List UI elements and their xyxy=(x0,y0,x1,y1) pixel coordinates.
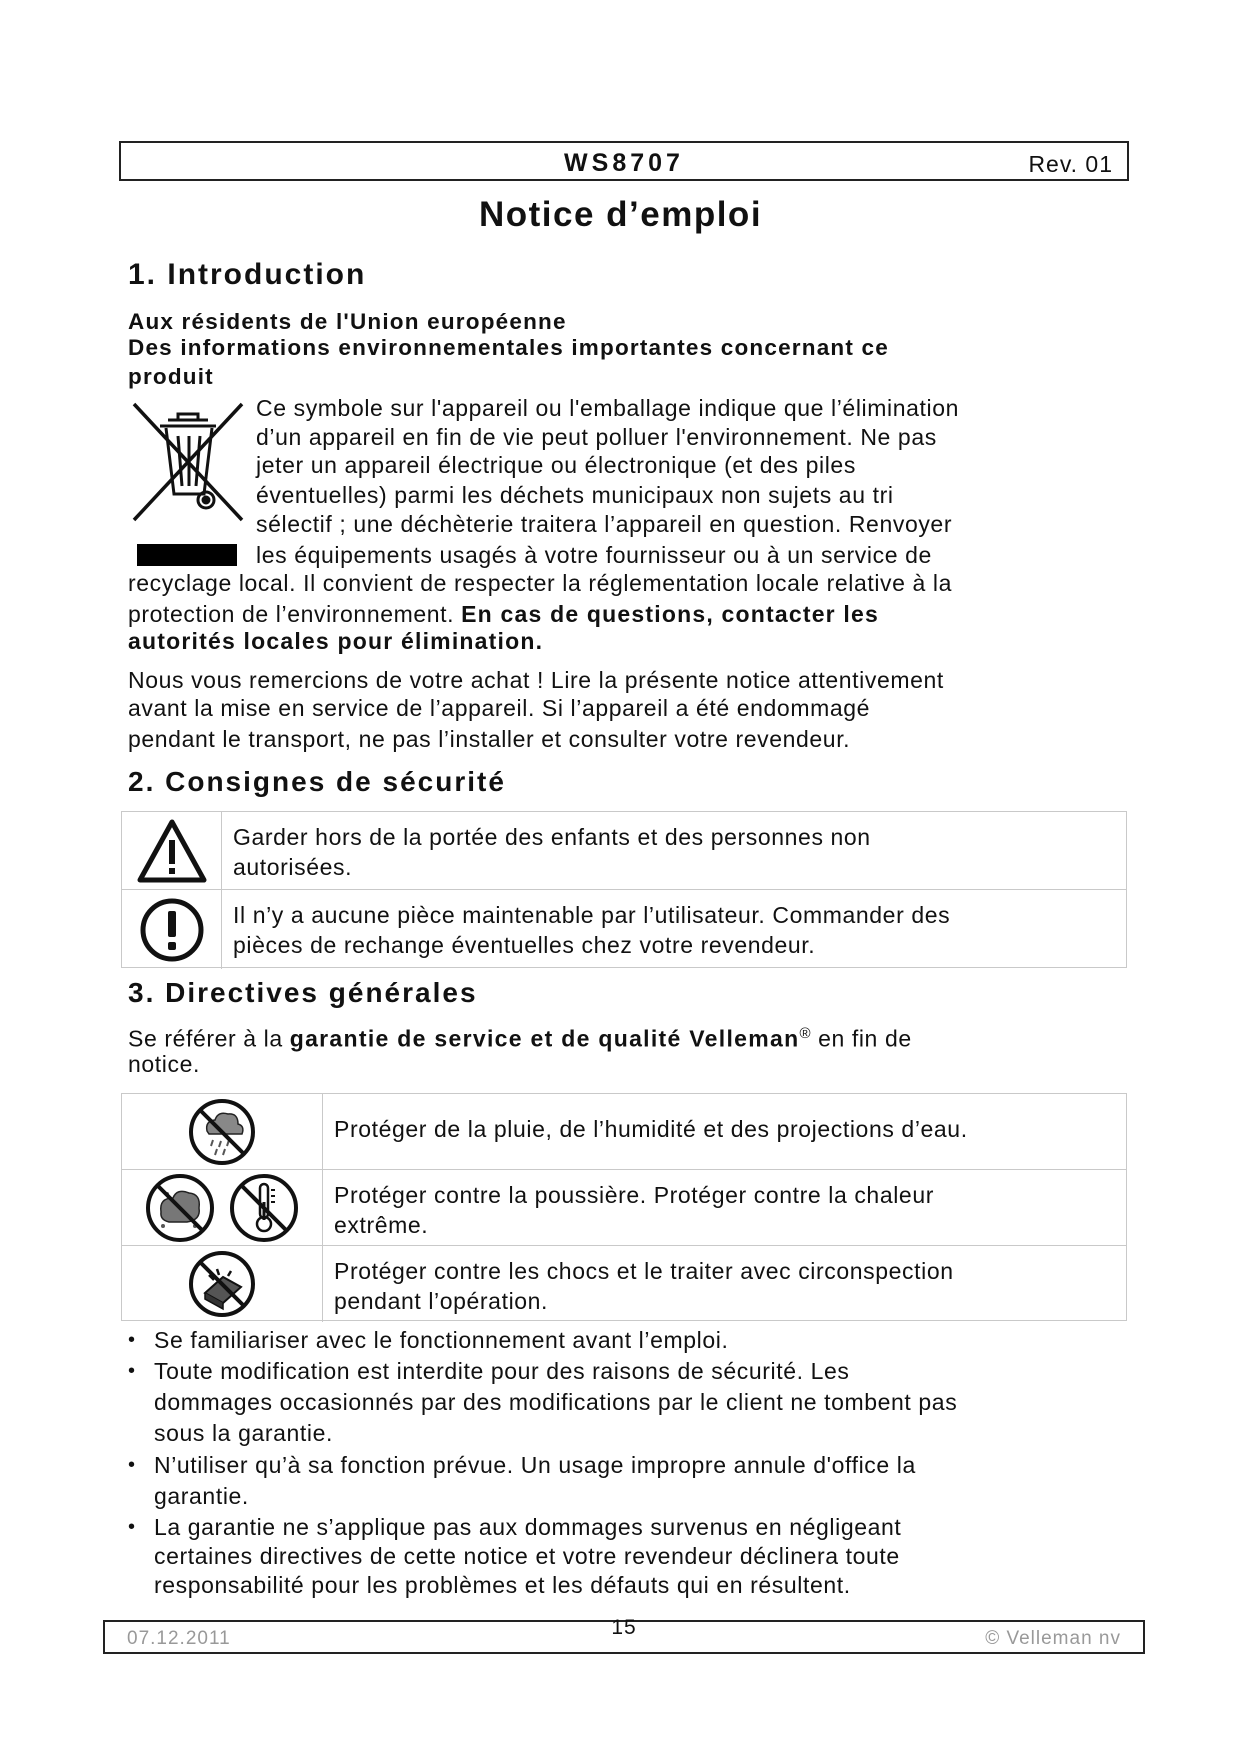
bullet-dot-icon: • xyxy=(128,1329,136,1351)
directives-table xyxy=(121,1093,1127,1321)
bullet-line3: sous la garantie. xyxy=(154,1420,333,1446)
protection-normal: protection de l’environnement. xyxy=(128,601,462,627)
section-heading-safety: 2. Consignes de sécurité xyxy=(128,766,506,797)
bullet-line2: dommages occasionnés par des modifications par le client ne tombent pas xyxy=(154,1389,958,1415)
warranty-reference xyxy=(128,1020,912,1053)
safety-text xyxy=(221,812,1126,889)
directive-text xyxy=(322,1094,1126,1169)
caution-circle-icon xyxy=(122,890,222,969)
directive-text-line1: Protéger contre les chocs et le traiter avec circonspection xyxy=(334,1258,954,1284)
safety-table xyxy=(121,811,1127,968)
bullet-line3: responsabilité pour les problèmes et les défauts qui en résultent. xyxy=(154,1572,851,1598)
recycle-text: recyclage local. Il convient de respecter la réglementation locale relative à la xyxy=(128,570,953,596)
safety-row xyxy=(122,890,1126,969)
section-heading-introduction: 1. Introduction xyxy=(128,258,367,291)
eu-residents-heading: Aux résidents de l'Union européenne xyxy=(128,309,567,334)
directive-text-line1: Protéger contre la poussière. Protéger contre la chaleur xyxy=(334,1182,934,1208)
weee-text-5: sélectif ; une déchèterie traitera l’appareil en question. Renvoyer xyxy=(256,511,953,537)
weee-text-1: Ce symbole sur l'appareil ou l'emballage indique que l’élimination xyxy=(256,395,959,421)
dust-heat-icons xyxy=(122,1170,323,1245)
safety-text-line2: autorisées. xyxy=(233,854,353,880)
protection-text xyxy=(128,601,879,628)
document-footer xyxy=(103,1616,1145,1654)
directive-text-line2: extrême. xyxy=(334,1212,429,1238)
document-header xyxy=(119,141,1129,181)
safety-text-line2: pièces de rechange éventuelles chez votre revendeur. xyxy=(233,932,816,958)
bullet-line1: Toute modification est interdite pour des raisons de sécurité. Les xyxy=(154,1358,850,1384)
thanks-text-2: avant la mise en service de l’appareil. Si l’appareil a été endommagé xyxy=(128,695,871,721)
registered-mark: ® xyxy=(799,1025,812,1042)
protection-bold: En cas de questions, contacter les xyxy=(461,601,879,627)
weee-black-bar xyxy=(137,544,237,566)
safety-row xyxy=(122,812,1126,890)
weee-text-6: les équipements usagés à votre fournisseur ou à un service de xyxy=(256,542,932,568)
bullet-line1: La garantie ne s’applique pas aux dommages survenus en négligeant xyxy=(154,1514,902,1540)
bullet-line2: garantie. xyxy=(154,1483,249,1509)
bullet-line1: N’utiliser qu’à sa fonction prévue. Un usage impropre annule d'office la xyxy=(154,1452,916,1478)
env-info-heading: Des informations environnementales importantes concernant ce xyxy=(128,335,889,360)
revision-label: Rev. 01 xyxy=(1028,151,1113,177)
footer-copyright: © Velleman nv xyxy=(985,1628,1121,1649)
page-title: Notice d’emploi xyxy=(478,195,763,234)
weee-text-4: éventuelles) parmi les déchets municipaux non sujets au tri xyxy=(256,482,894,508)
warranty-ref-bold: garantie de service et de qualité Velleman xyxy=(289,1025,800,1052)
weee-text-3: jeter un appareil électrique ou électronique (et des piles xyxy=(256,452,856,478)
warranty-reference-cont: notice. xyxy=(128,1051,200,1077)
model-number: WS8707 xyxy=(564,149,684,177)
thanks-text-3: pendant le transport, ne pas l’installer et consulter votre revendeur. xyxy=(128,726,851,752)
safety-text-line1: Garder hors de la portée des enfants et des personnes non xyxy=(233,824,871,850)
no-heat-icon xyxy=(227,1172,301,1244)
bullet-item xyxy=(128,1513,1128,1600)
directive-text-line1: Protéger de la pluie, de l’humidité et des projections d’eau. xyxy=(334,1116,968,1142)
directive-row xyxy=(122,1170,1126,1246)
bullet-dot-icon: • xyxy=(128,1454,136,1476)
directive-text xyxy=(322,1246,1126,1322)
bullet-dot-icon: • xyxy=(128,1516,136,1538)
thanks-text-1: Nous vous remercions de votre achat ! Lire la présente notice attentivement xyxy=(128,667,944,693)
safety-text xyxy=(221,890,1126,969)
directive-row xyxy=(122,1246,1126,1322)
page-number: 15 xyxy=(611,1616,637,1639)
bullet-item xyxy=(128,1450,1128,1512)
bullet-dot-icon: • xyxy=(128,1360,136,1382)
warning-triangle-icon xyxy=(122,812,222,889)
warranty-ref-post: en fin de xyxy=(811,1025,912,1052)
no-dust-icon xyxy=(143,1172,217,1244)
bullet-line1: Se familiariser avec le fonctionnement avant l’emploi. xyxy=(154,1327,729,1353)
authorities-text: autorités locales pour élimination. xyxy=(128,628,544,654)
section-heading-general: 3. Directives générales xyxy=(128,977,478,1008)
directive-text-line2: pendant l’opération. xyxy=(334,1288,549,1314)
env-info-heading-cont: produit xyxy=(128,364,214,389)
directive-row xyxy=(122,1094,1126,1170)
weee-bin-icon xyxy=(128,398,248,530)
safety-text-line1: Il n’y a aucune pièce maintenable par l’utilisateur. Commander des xyxy=(233,902,951,928)
bullet-line2: certaines directives de cette notice et votre revendeur déclinera toute xyxy=(154,1543,900,1569)
directive-text xyxy=(322,1170,1126,1245)
no-shock-icon xyxy=(122,1246,323,1322)
no-rain-icon xyxy=(122,1094,323,1169)
warranty-ref-pre: Se référer à la xyxy=(128,1025,290,1052)
bullet-item xyxy=(128,1356,1128,1449)
weee-text-2: d’un appareil en fin de vie peut polluer l'environnement. Ne pas xyxy=(256,424,937,450)
bullet-item xyxy=(128,1325,1128,1356)
footer-date: 07.12.2011 xyxy=(127,1628,231,1649)
